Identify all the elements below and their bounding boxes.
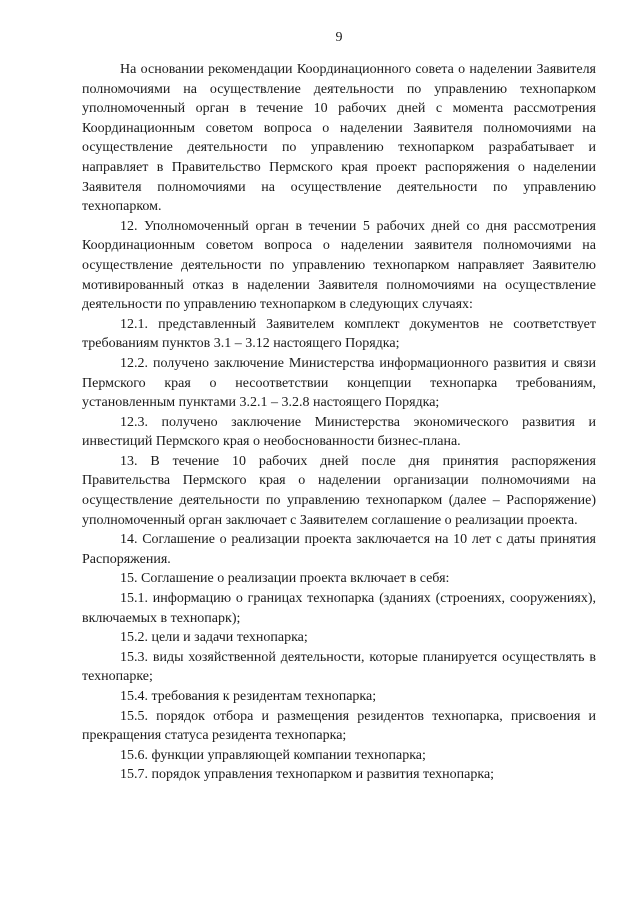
paragraph-15-7: 15.7. порядок управления технопарком и развития технопарка; [120, 767, 495, 783]
paragraph-13: 13. В течение 10 рабочих дней после дня принятия распоряжения Правительства Пермского края о наделении организации полномочиями на осуществление деятельности по управлению технопарком (далее – Распоряжение) уполномоченный орган заключает с Заявителем соглашение о реализации проекта. [82, 453, 596, 528]
paragraph-12-3: 12.3. получено заключение Министерства экономического развития и инвестиций Пермского края о необоснованности бизнес-плана. [82, 414, 596, 450]
paragraph-14: 14. Соглашение о реализации проекта заключается на 10 лет с даты принятия Распоряжения. [82, 532, 596, 567]
paragraph-15-4: 15.4. требования к резидентам технопарка; [120, 689, 377, 704]
paragraph-15-6: 15.6. функции управляющей компании технопарка; [120, 747, 426, 763]
paragraph-12: 12. Уполномоченный орган в течении 5 рабочих дней со дня рассмотрения Координационным советом вопроса о наделении заявителя полномочиями на осуществление деятельности по управлению технопарком направляет Заявителю мотивированный отказ в наделении Заявителя полномочиями на осуществление деятельности по управлению технопарком в следующих случаях: [82, 218, 596, 313]
document-page [82, 28, 596, 785]
paragraph-15-1: 15.1. информацию о границах технопарка (зданиях (строениях, сооружениях), включаемых в технопарк); [82, 591, 596, 626]
paragraph-15-3: 15.3. виды хозяйственной деятельности, которые планируется осуществлять в технопарке; [82, 649, 596, 685]
paragraph-coordination-council: На основании рекомендации Координационного совета о наделении Заявителя полномочиями на осуществление деятельности по управлению технопарком уполномоченный орган в течение 10 рабочих дней с момента рассмотрения Координационным советом вопроса о наделении Заявителя полномочиями на осуществление деятельности по управлению технопарком разрабатывает и направляет в Правительство Пермского края проект распоряжения о наделении Заявителя полномочиями на осуществление деятельности по управлению технопарком. [82, 62, 596, 215]
paragraph-15-5: 15.5. порядок отбора и размещения резидентов технопарка, присвоения и прекращения статуса резидента технопарка; [82, 708, 596, 744]
paragraph-12-2: 12.2. получено заключение Министерства информационного развития и связи Пермского края о несоответствии концепции технопарка требованиям, установленным пунктами 3.2.1 – 3.2.8 настоящего Порядка; [82, 355, 596, 411]
paragraph-15: 15. Соглашение о реализации проекта включает в себя: [120, 571, 450, 587]
page-number: 9 [335, 30, 343, 45]
paragraph-15-2: 15.2. цели и задачи технопарка; [120, 630, 308, 646]
paragraph-12-1: 12.1. представленный Заявителем комплект документов не соответствует требованиям пунктов 3.1 – 3.12 настоящего Порядка; [82, 316, 596, 352]
